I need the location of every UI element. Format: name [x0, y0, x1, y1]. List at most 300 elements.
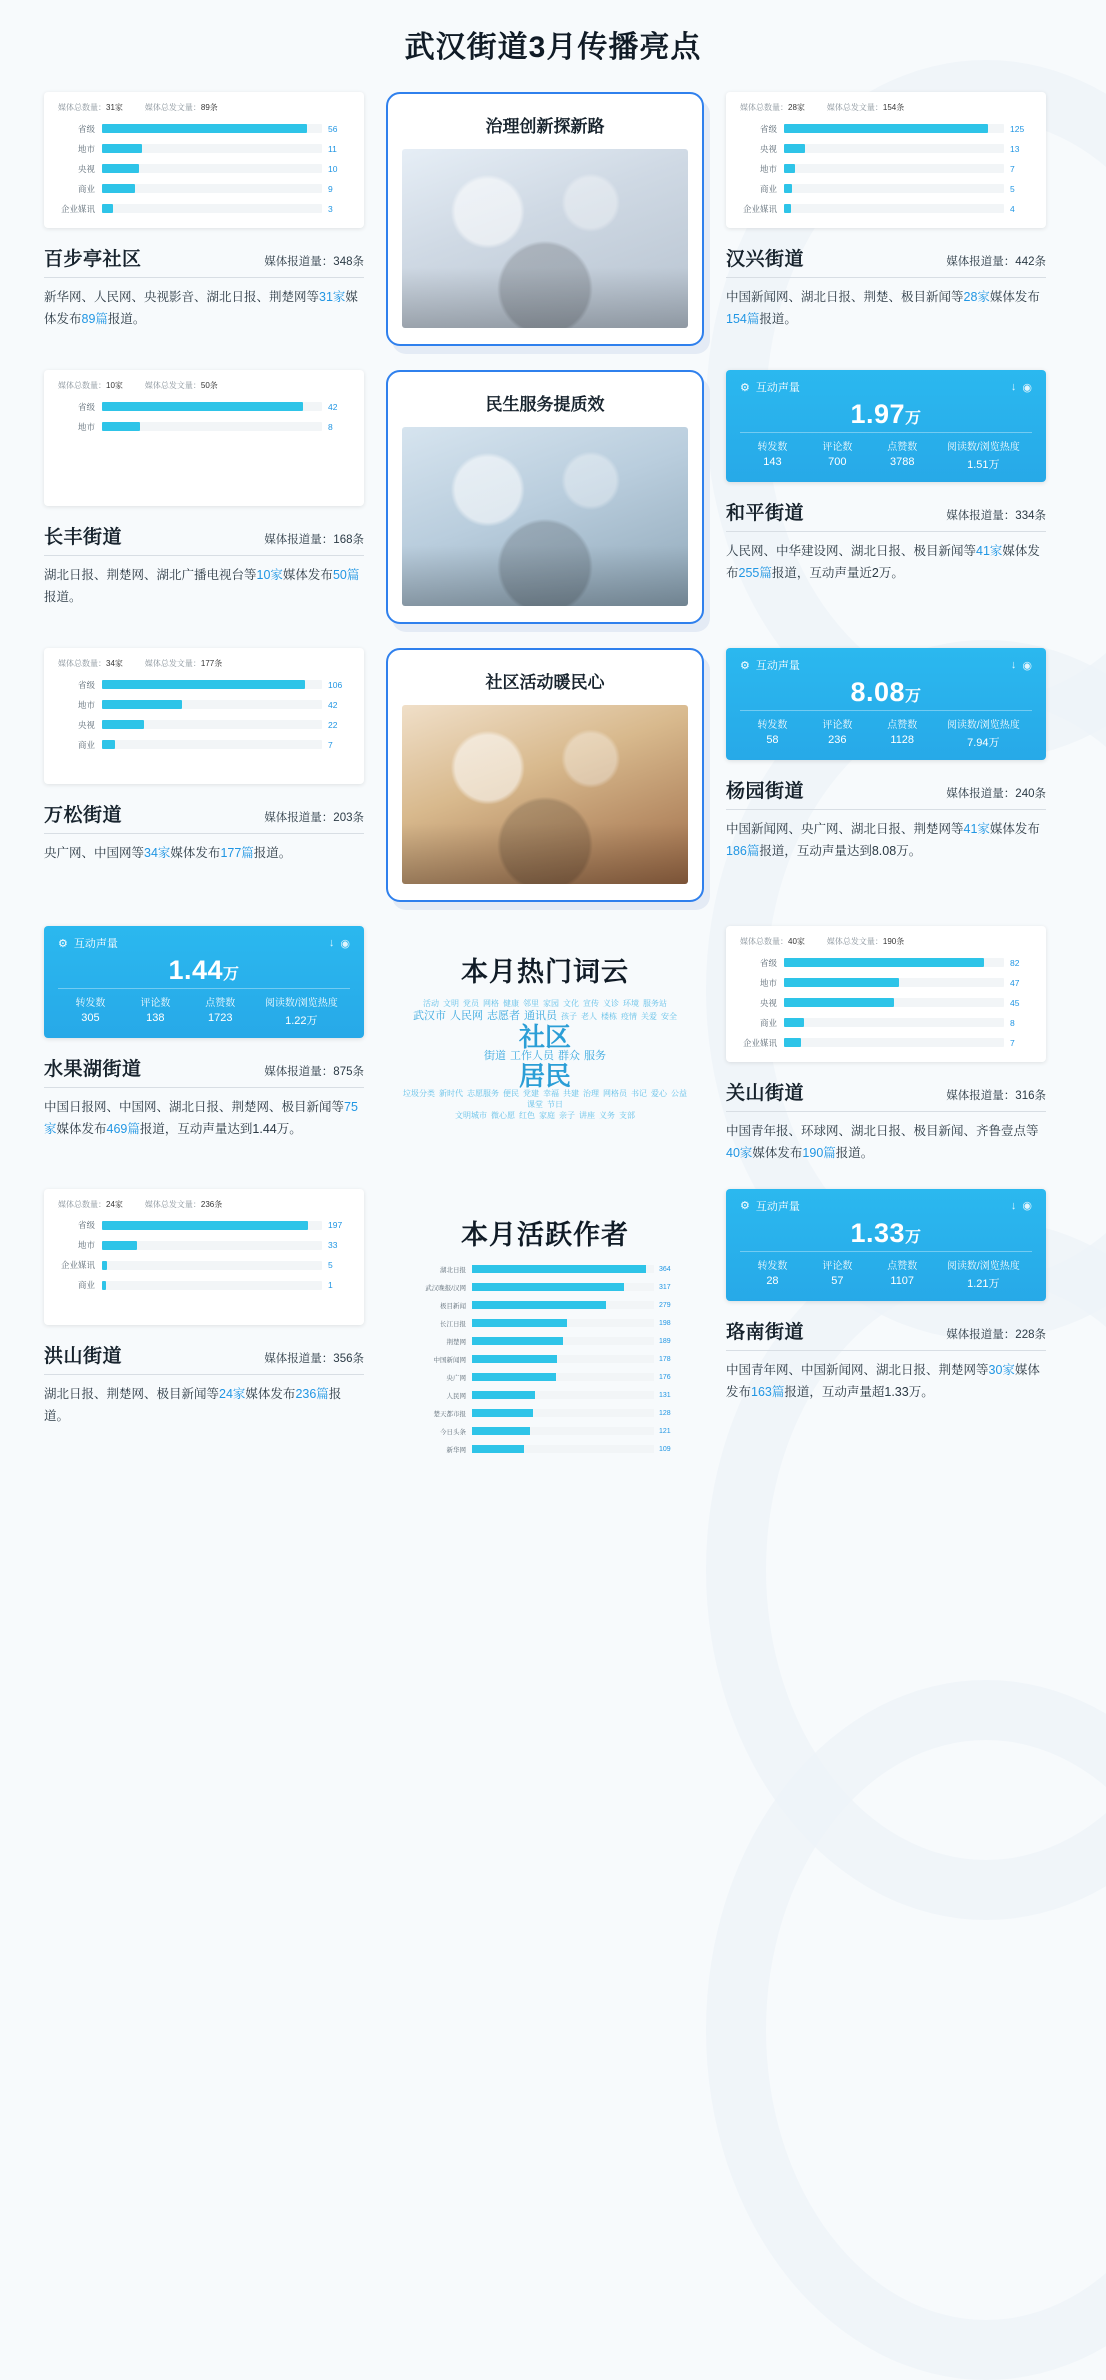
page-title: 武汉街道3月传播亮点 [404, 31, 702, 64]
bar-value: 5 [1010, 183, 1015, 194]
bar-row [56, 676, 352, 693]
bar-label: 商业 [759, 183, 777, 194]
stat-value: 236 [828, 734, 847, 746]
bar-label: 商业 [759, 1017, 777, 1028]
street-block-shuiguohu [44, 926, 364, 1141]
author-row [410, 1262, 680, 1277]
bar-row [56, 180, 352, 197]
street-block-wansong [44, 648, 364, 865]
chart-meta [56, 658, 352, 669]
article-total: 媒体总发文量：177条 [144, 659, 223, 668]
decorative-swoosh [706, 1680, 1106, 2380]
bar-track [784, 958, 1004, 967]
download-icon[interactable]: ↓ [1010, 659, 1017, 671]
bar-label: 企业媒讯 [60, 203, 95, 214]
interaction-stat [870, 716, 935, 750]
interaction-total: 1.33万 [850, 1217, 922, 1248]
interaction-card [44, 926, 364, 1038]
article-total: 媒体总发文量：89条 [144, 103, 218, 112]
article-total: 媒体总发文量：236条 [144, 1199, 223, 1209]
interaction-stat [870, 1257, 935, 1291]
block-title: 百步亭社区 [44, 249, 142, 270]
author-value: 109 [659, 1445, 671, 1453]
download-icon[interactable]: ↓ [328, 937, 335, 949]
interaction-stat [740, 716, 805, 750]
interaction-stat [805, 1257, 870, 1291]
author-name: 央广网 [446, 1374, 466, 1382]
divider [726, 531, 1046, 532]
bar-value: 56 [328, 123, 338, 134]
street-block-guanshan [726, 926, 1046, 1165]
bar-label: 商业 [77, 739, 95, 750]
author-value: 131 [659, 1391, 671, 1399]
divider [726, 809, 1046, 810]
stat-label: 转发数 [757, 1260, 788, 1272]
bar-value: 10 [328, 163, 338, 174]
author-value: 279 [659, 1301, 671, 1309]
divider [44, 555, 364, 556]
bar-track [102, 164, 322, 173]
bar-value: 47 [1010, 977, 1020, 988]
stat-value: 7.94万 [967, 737, 1000, 749]
bar-track [784, 998, 1004, 1007]
block-description: 新华网、人民网、央视影音、湖北日报、荆楚网等31家媒体发布89篇报道。 [44, 290, 358, 326]
bar-track [784, 204, 1004, 213]
bar-value: 8 [1010, 1017, 1015, 1028]
bar-track [102, 1281, 322, 1290]
stat-value: 1128 [890, 734, 915, 746]
block-title: 和平街道 [726, 503, 805, 524]
content-row [44, 92, 1062, 346]
report-count: 媒体报道量：356条 [264, 1352, 364, 1365]
bar-label: 省级 [77, 679, 95, 690]
bar-track [472, 1301, 654, 1309]
author-name: 人民网 [446, 1392, 466, 1400]
bar-value: 8 [328, 421, 333, 432]
chart-card [44, 92, 364, 228]
divider [44, 1374, 364, 1375]
bar-value: 22 [328, 719, 338, 730]
media-level-bar-chart [44, 370, 364, 506]
bar-label: 企业媒讯 [742, 1037, 777, 1048]
divider [726, 1350, 1046, 1351]
bar-label: 地市 [77, 699, 95, 710]
chart-meta [56, 102, 352, 113]
stat-value: 138 [146, 1012, 165, 1024]
bar-track [784, 1018, 1004, 1027]
gear-icon[interactable]: ◉ [1022, 1200, 1032, 1213]
article-total: 媒体总发文量：154条 [826, 103, 905, 112]
stat-label: 点赞数 [887, 442, 918, 453]
bar-value: 197 [328, 1220, 343, 1231]
bar-label: 央视 [77, 163, 95, 174]
content-row [44, 370, 1062, 624]
interaction-icon: ⚙ [740, 381, 750, 394]
divider [726, 277, 1046, 278]
bar-row [738, 120, 1034, 137]
author-value: 178 [659, 1355, 671, 1363]
author-value: 198 [659, 1319, 671, 1327]
interaction-volume-card [44, 926, 364, 1038]
street-block-heping [726, 370, 1046, 585]
public-service-desk-photo [402, 427, 688, 606]
photo-card-3 [386, 648, 704, 902]
block-title: 珞南街道 [726, 1321, 805, 1343]
download-icon[interactable]: ↓ [1010, 381, 1017, 393]
media-total: 媒体总数量：34家 [58, 659, 123, 668]
author-row [410, 1442, 680, 1457]
stat-value: 28 [766, 1274, 779, 1287]
interaction-stat [870, 438, 935, 472]
bar-track [472, 1373, 654, 1381]
bar-track [784, 124, 1004, 133]
interaction-header [740, 657, 1032, 673]
bar-value: 11 [328, 143, 337, 154]
word-cloud: 活动 文明 党员 网格 健康 邻里 家园 文化 宣传 义诊 环境 服务站 武汉市 人民网 志愿者 通讯员 孩子 老人 楼栋 疫情 关爱 安全 社区 街道 工作人员 群众 服务 居民 垃圾分类 新时代 志愿服务 便民 党建 幸福 共建 治理 网格员 书记 爱心 公益课堂 节日 文明城市 微心愿 红色 家庭 亲子 讲座 义务 支部 [403, 999, 687, 1120]
interaction-stat [740, 1257, 805, 1291]
bar-row [738, 1034, 1034, 1051]
interaction-stat [58, 994, 123, 1028]
author-row [410, 1424, 680, 1439]
bar-label: 地市 [759, 163, 777, 174]
media-level-bar-chart [44, 648, 364, 784]
gear-icon[interactable]: ◉ [1022, 659, 1032, 672]
stat-label: 评论数 [822, 720, 853, 731]
author-name: 荆楚网 [446, 1338, 466, 1346]
bar-label: 省级 [759, 123, 777, 134]
media-total: 媒体总数量：10家 [58, 381, 123, 390]
bar-value: 4 [1010, 203, 1015, 214]
bar-label: 省级 [759, 957, 777, 968]
author-name: 今日头条 [440, 1428, 466, 1436]
author-row [410, 1298, 680, 1313]
bar-value: 5 [328, 1260, 333, 1271]
report-count: 媒体报道量：228条 [946, 1328, 1046, 1341]
interaction-stat [740, 438, 805, 472]
divider [44, 277, 364, 278]
report-count: 媒体报道量：203条 [264, 812, 364, 824]
media-level-bar-chart [44, 1189, 364, 1325]
interaction-total: 1.44万 [168, 955, 240, 985]
bar-row [56, 1237, 352, 1254]
download-icon[interactable]: ↓ [1010, 1199, 1017, 1212]
stat-label: 转发数 [75, 998, 106, 1009]
chart-meta [738, 936, 1034, 947]
block-description: 中国青年报、环球网、湖北日报、极目新闻、齐鲁壹点等40家媒体发布190篇报道。 [726, 1124, 1039, 1160]
bar-value: 9 [328, 183, 333, 194]
bar-track [472, 1409, 654, 1417]
chart-meta [56, 1199, 352, 1210]
bar-label: 省级 [77, 123, 95, 134]
bar-value: 3 [328, 203, 333, 214]
authors-title: 本月活跃作者 [461, 1219, 629, 1250]
content-row [44, 648, 1062, 902]
block-description: 中国日报网、中国网、湖北日报、荆楚网、极目新闻等75家媒体发布469篇报道，互动声量达到1.44万。 [44, 1100, 358, 1136]
active-authors-bar-chart [410, 1262, 680, 1457]
author-row [410, 1334, 680, 1349]
interaction-card [726, 370, 1046, 482]
bar-row [56, 736, 352, 753]
bar-label: 省级 [77, 1220, 95, 1231]
interaction-stats [740, 1251, 1032, 1291]
block-title: 汉兴街道 [726, 249, 805, 270]
author-name: 湖北日报 [440, 1266, 466, 1274]
stat-label: 点赞数 [887, 1260, 918, 1272]
gear-icon[interactable]: ◉ [340, 937, 350, 950]
bar-row [56, 1257, 352, 1274]
bar-value: 42 [328, 401, 338, 412]
active-authors-section [386, 1189, 704, 1460]
bar-value: 45 [1010, 997, 1020, 1008]
media-total: 媒体总数量：31家 [58, 103, 123, 112]
street-block-changfeng [44, 370, 364, 609]
bar-row [738, 200, 1034, 217]
chart-meta [738, 102, 1034, 113]
report-count: 媒体报道量：334条 [946, 510, 1046, 522]
dragon-dance-festival-photo [402, 705, 688, 884]
bar-label: 地市 [77, 421, 95, 432]
bar-value: 7 [1010, 163, 1015, 174]
bar-track [472, 1319, 654, 1327]
author-value: 317 [659, 1283, 671, 1291]
block-description: 中国新闻网、湖北日报、荆楚、极目新闻等28家媒体发布154篇报道。 [726, 290, 1040, 326]
block-description: 中国青年网、中国新闻网、湖北日报、荆楚网等30家媒体发布163篇报道，互动声量超1.33万。 [726, 1362, 1040, 1399]
bar-track [472, 1391, 654, 1399]
stat-value: 305 [81, 1012, 100, 1024]
stat-value: 143 [763, 456, 782, 468]
bar-value: 82 [1010, 957, 1020, 968]
block-description: 湖北日报、荆楚网、极目新闻等24家媒体发布236篇报道。 [44, 1386, 342, 1423]
media-total: 媒体总数量：24家 [58, 1199, 123, 1209]
interaction-label: 互动声量 [755, 1200, 800, 1213]
author-row [410, 1406, 680, 1421]
stat-value: 700 [828, 456, 847, 468]
bar-row [56, 160, 352, 177]
bar-label: 地市 [77, 143, 95, 154]
block-title: 洪山街道 [44, 1345, 123, 1367]
stat-value: 1107 [890, 1274, 915, 1287]
interaction-stat [123, 994, 188, 1028]
bar-track [102, 184, 322, 193]
stat-value: 1.21万 [967, 1277, 1000, 1290]
bar-value: 7 [1010, 1037, 1015, 1048]
interaction-stat [935, 1257, 1032, 1291]
author-row [410, 1280, 680, 1295]
bar-row [738, 954, 1034, 971]
bar-track [472, 1427, 654, 1435]
bar-label: 央视 [759, 143, 777, 154]
bar-track [472, 1445, 654, 1453]
bar-value: 106 [328, 679, 343, 690]
bar-track [102, 204, 322, 213]
bar-row [56, 140, 352, 157]
wordcloud-title: 本月热门词云 [461, 957, 629, 987]
bar-row [56, 398, 352, 415]
stat-value: 58 [766, 734, 779, 746]
bar-value: 7 [328, 739, 333, 750]
media-total: 媒体总数量：40家 [740, 937, 805, 946]
block-title: 关山街道 [726, 1083, 805, 1104]
interaction-stat [935, 438, 1032, 472]
photo-title: 社区活动暖民心 [485, 673, 605, 692]
bar-track [784, 184, 1004, 193]
bar-track [472, 1355, 654, 1363]
bar-track [102, 1221, 322, 1230]
chart-card [726, 92, 1046, 228]
stat-value: 1.51万 [967, 459, 1000, 471]
block-title: 长丰街道 [44, 527, 123, 548]
content-row [44, 926, 1062, 1165]
report-count: 媒体报道量：316条 [946, 1090, 1046, 1102]
bar-track [102, 144, 322, 153]
author-row [410, 1370, 680, 1385]
chart-card [44, 648, 364, 784]
bar-track [102, 700, 322, 709]
report-count: 媒体报道量：442条 [946, 256, 1046, 268]
interaction-stats [740, 710, 1032, 750]
stat-label: 评论数 [822, 442, 853, 453]
interaction-total: 8.08万 [850, 677, 922, 707]
street-block-yangyuan [726, 648, 1046, 863]
chart-card [44, 1189, 364, 1325]
stat-label: 评论数 [822, 1260, 853, 1272]
stat-label: 阅读数/浏览热度 [946, 442, 1020, 453]
bar-track [102, 1261, 322, 1270]
article-total: 媒体总发文量：190条 [826, 937, 905, 946]
bar-value: 125 [1010, 123, 1025, 134]
stat-label: 阅读数/浏览热度 [946, 720, 1020, 731]
bar-row [56, 418, 352, 435]
divider [44, 1087, 364, 1088]
bar-label: 地市 [759, 977, 777, 988]
bar-track [472, 1283, 654, 1291]
report-count: 媒体报道量：348条 [264, 256, 364, 268]
bar-label: 商业 [77, 1280, 95, 1291]
author-name: 新华网 [446, 1446, 466, 1454]
interaction-label: 互动声量 [755, 660, 800, 672]
media-level-bar-chart [726, 926, 1046, 1062]
gear-icon[interactable]: ◉ [1022, 381, 1032, 394]
stat-value: 3788 [889, 456, 915, 468]
interaction-card [726, 1189, 1046, 1301]
bar-row [56, 200, 352, 217]
bar-row [738, 974, 1034, 991]
photo-title: 民生服务提质效 [485, 395, 605, 414]
interaction-stat [935, 716, 1032, 750]
bar-track [102, 402, 322, 411]
stat-label: 转发数 [757, 442, 788, 453]
photo-card-1 [386, 92, 704, 346]
bar-row [56, 696, 352, 713]
interaction-total: 1.97万 [850, 399, 922, 429]
bar-label: 商业 [77, 183, 95, 194]
bar-row [738, 994, 1034, 1011]
bar-track [102, 422, 322, 431]
article-total: 媒体总发文量：50条 [144, 381, 218, 390]
bar-row [56, 716, 352, 733]
block-title: 水果湖街道 [44, 1059, 142, 1080]
author-value: 121 [659, 1427, 671, 1435]
interaction-stat [805, 438, 870, 472]
author-name: 武汉晚报/汉网 [425, 1284, 466, 1292]
interaction-stats [58, 988, 350, 1028]
report-count: 媒体报道量：240条 [946, 788, 1046, 800]
author-row [410, 1352, 680, 1367]
interaction-stat [805, 716, 870, 750]
bar-track [102, 740, 322, 749]
interaction-volume-card [726, 370, 1046, 482]
chart-meta [56, 380, 352, 391]
author-value: 364 [659, 1265, 671, 1273]
stat-label: 阅读数/浏览热度 [264, 998, 338, 1009]
stat-label: 阅读数/浏览热度 [946, 1260, 1020, 1272]
media-total: 媒体总数量：28家 [740, 103, 805, 112]
block-description: 央广网、中国网等34家媒体发布177篇报道。 [44, 846, 292, 860]
divider [44, 833, 364, 834]
author-name: 极目新闻 [440, 1302, 466, 1310]
chart-card [44, 370, 364, 506]
block-title: 杨园街道 [726, 781, 805, 802]
author-value: 176 [659, 1373, 671, 1381]
photo-card-2 [386, 370, 704, 624]
stat-label: 点赞数 [887, 720, 918, 731]
interaction-icon: ⚙ [58, 937, 68, 950]
bar-track [102, 720, 322, 729]
street-block-luonan [726, 1189, 1046, 1404]
bar-row [738, 140, 1034, 157]
content-row [44, 1189, 1062, 1460]
interaction-card [726, 648, 1046, 760]
interaction-header [740, 379, 1032, 395]
bar-row [56, 1277, 352, 1294]
divider [726, 1111, 1046, 1112]
wordcloud-section [386, 926, 704, 1149]
bar-label: 企业媒讯 [60, 1260, 95, 1271]
media-level-bar-chart [44, 92, 364, 228]
bar-track [102, 1241, 322, 1250]
stat-label: 点赞数 [205, 998, 236, 1009]
interaction-label: 互动声量 [73, 938, 118, 950]
block-title: 万松街道 [44, 805, 123, 826]
stat-label: 评论数 [140, 998, 171, 1009]
interaction-stats [740, 432, 1032, 472]
bar-track [784, 144, 1004, 153]
report-count: 媒体报道量：875条 [264, 1066, 364, 1078]
interaction-stat [253, 994, 350, 1028]
interaction-header [740, 1198, 1032, 1214]
photo-title: 治理创新探新路 [485, 117, 605, 136]
bar-label: 企业媒讯 [742, 203, 777, 214]
bar-track [784, 164, 1004, 173]
author-value: 128 [659, 1409, 671, 1417]
author-name: 长江日报 [440, 1320, 466, 1328]
bar-label: 央视 [77, 719, 95, 730]
author-name: 楚天都市报 [433, 1410, 466, 1418]
chart-card [726, 926, 1046, 1062]
bar-row [738, 1014, 1034, 1031]
media-level-bar-chart [726, 92, 1046, 228]
stat-label: 转发数 [757, 720, 788, 731]
bar-track [784, 1038, 1004, 1047]
interaction-volume-card [726, 648, 1046, 760]
interaction-volume-card [726, 1189, 1046, 1301]
bar-row [56, 1217, 352, 1234]
block-description: 人民网、中华建设网、湖北日报、极目新闻等41家媒体发布255篇报道，互动声量近2万。 [726, 544, 1040, 580]
bar-row [738, 160, 1034, 177]
interaction-icon: ⚙ [740, 1200, 750, 1213]
stat-value: 57 [831, 1274, 844, 1287]
author-value: 189 [659, 1337, 671, 1345]
